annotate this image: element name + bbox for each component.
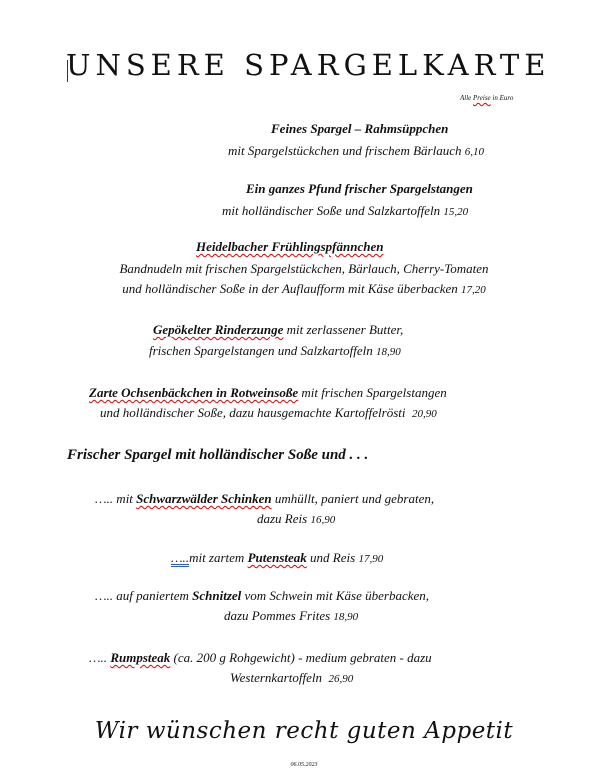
dish-description: Bandnudeln mit frischen Spargelstückchen, Bärlauch, Cherry-Tomaten (119, 261, 489, 276)
dish-description: mit Spargelstückchen und frischem Bärlauch 6,10 (228, 143, 484, 158)
dish-name: Zarte Ochsenbäckchen in Rotweinsoße mit frischen Spargelstangen (89, 385, 447, 400)
option-price: 26,90 (328, 673, 354, 685)
option-line: dazu Reis 16,90 (257, 511, 336, 526)
prices-note: Alle Preise in Euro (460, 94, 514, 102)
option-line: ….. auf paniertem Schnitzel vom Schwein mit Käse überbacken, (95, 588, 429, 603)
option-line: Westernkartoffeln 26,90 (230, 670, 354, 685)
dish-name: Gepökelter Rinderzunge mit zerlassener Butter, (153, 322, 404, 337)
dish-price: 18,90 (376, 346, 401, 358)
dish-name: Heidelbacher Frühlingspfännchen (196, 239, 384, 254)
section-title: Frischer Spargel mit holländischer Soße und . . . (67, 447, 369, 463)
option-price: 17,90 (358, 553, 384, 565)
spellcheck-marked-word: Preise (473, 94, 491, 102)
dish-price: 20,90 (411, 408, 437, 420)
dish-price: 15,20 (443, 206, 469, 218)
option-line: ….. mit Schwarzwälder Schinken umhüllt, paniert und gebraten, (95, 491, 435, 506)
option-price: 18,90 (333, 611, 359, 623)
dish-price: 6,10 (464, 146, 484, 158)
dish-description: mit holländischer Soße und Salzkartoffeln 15,20 (222, 203, 469, 218)
option-line: dazu Pommes Frites 18,90 (224, 608, 359, 623)
dish-description: frischen Spargelstangen und Salzkartoffeln 18,90 (149, 343, 401, 358)
dish-name: Feines Spargel – Rahmsüppchen (271, 121, 449, 136)
option-price: 16,90 (310, 514, 336, 526)
closing-message: Wir wünschen recht guten Appetit (94, 718, 514, 744)
option-line: ….. Rumpsteak (ca. 200 g Rohgewicht) - medium gebraten - dazu (89, 650, 432, 665)
page-title: UNSERE SPARGELKARTE (66, 48, 551, 82)
dish-description: und holländischer Soße in der Auflaufform mit Käse überbacken 17,20 (122, 281, 486, 296)
option-line: …..mit zartem Putensteak und Reis 17,90 (171, 550, 384, 565)
dish-price: 17,20 (461, 284, 486, 296)
dish-description: und holländischer Soße, dazu hausgemachte Kartoffelrösti 20,90 (100, 405, 437, 420)
date-footer: 06.05.2023 (290, 762, 318, 768)
dish-name: Ein ganzes Pfund frischer Spargelstangen (246, 181, 473, 196)
